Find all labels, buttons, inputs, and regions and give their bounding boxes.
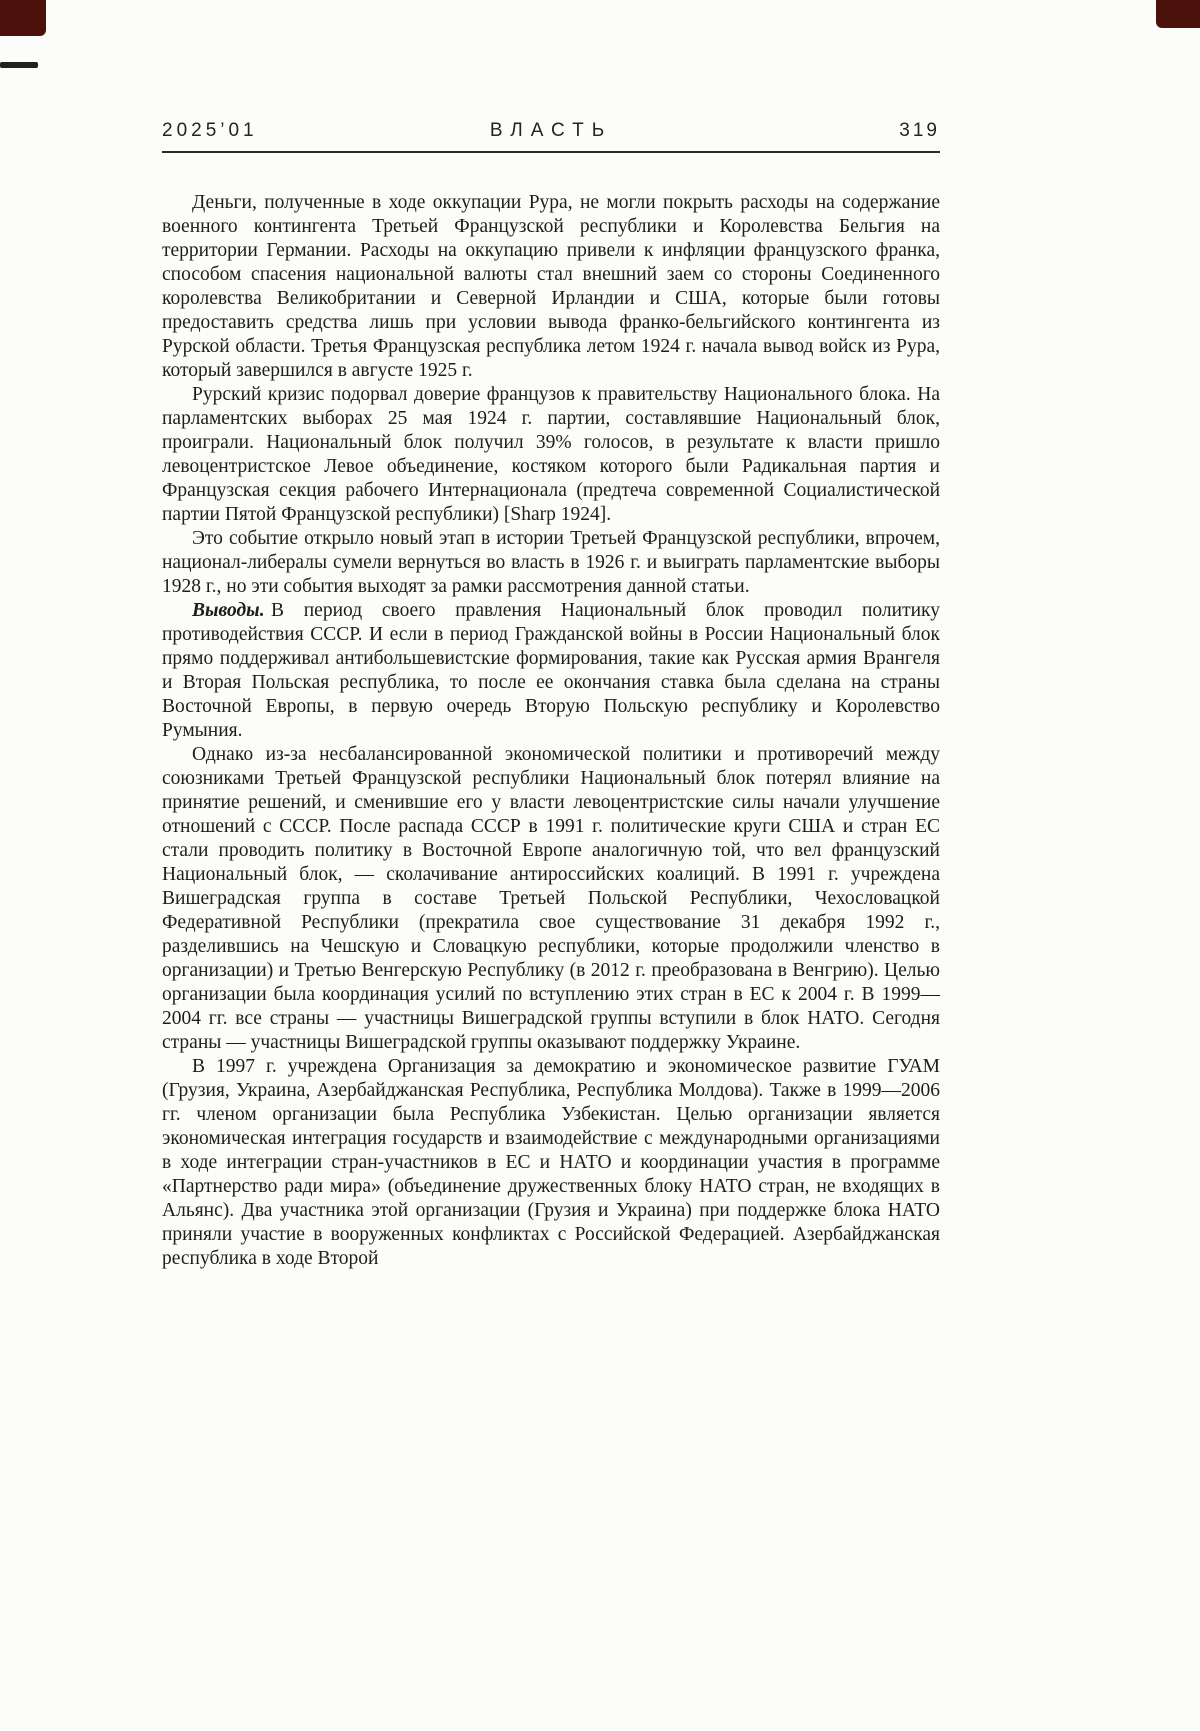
running-header: [162, 120, 940, 142]
header-rule: [162, 151, 940, 153]
journal-issue: 2025’01: [162, 120, 258, 141]
scan-mark-top-right: [1156, 0, 1200, 28]
scan-mark-top-left: [0, 0, 46, 36]
paragraph-6: [162, 1055, 940, 1271]
paragraph-text: Это событие открыло новый этап в истории Третьей Французской республики, впрочем, национал-либералы сумели вернуться во власть в 1926 г. и выиграть парламентские выборы 1928 г., но эти события выходят за рамки рассмотрения данной статьи.: [162, 528, 940, 597]
paragraph-text: Рурский кризис подорвал доверие французов к правительству Национального блока. На парламентских выборах 25 мая 1924 г. партии, составлявшие Национальный блок, проиграли. Национальный блок получил 39% голосов, в результате к власти пришло левоцентристское Левое объединение, костяком которого были Радикальная партия и Французская секция рабочего Интернационала (предтеча современной Социалистической партии Пятой Французской республики) [Sharp 1924].: [162, 384, 940, 525]
paragraph-text: В 1997 г. учреждена Организация за демократию и экономическое развитие ГУАМ (Грузия, Украина, Азербайджанская Республика, Республика Молдова). Также в 1999—2006 гг. членом организации была Республика Узбекистан. Целью организации является экономическая интеграция государств и взаимодействие с международными организациями в ходе интеграции стран-участников в ЕС и НАТО и координации участия в программе «Партнерство ради мира» (объединение дружественных блоку НАТО стран, не входящих в Альянс). Два участника этой организации (Грузия и Украина) при поддержке блока НАТО приняли участие в вооруженных конфликтах с Российской Федерацией. Азербайджанская республика в ходе Второй: [162, 1056, 940, 1269]
page-content: [162, 120, 940, 1271]
paragraph-text: В период своего правления Национальный блок проводил политику противодействия СССР. И если в период Гражданской войны в России Национальный блок прямо поддерживал антибольшевистские формирования, такие как Русская армия Врангеля и Вторая Польская республика, то после ее окончания ставка была сделана на страны Восточной Европы, в первую очередь Вторую Польскую республику и Королевство Румыния.: [162, 600, 940, 741]
journal-title: ВЛАСТЬ: [489, 120, 613, 141]
paragraph-lead: Выводы.: [192, 600, 265, 621]
page-number: 319: [899, 120, 940, 141]
paragraph-2: [162, 383, 940, 527]
paragraph-text: Деньги, полученные в ходе оккупации Рура, не могли покрыть расходы на содержание военного контингента Третьей Французской республики и Королевства Бельгия на территории Германии. Расходы на оккупацию привели к инфляции французского франка, способом спасения национальной валюты стал внешний заем со стороны Соединенного королевства Великобритании и Северной Ирландии и США, которые были готовы предоставить средства лишь при условии вывода франко-бельгийского контингента из Рурской области. Третья Французская республика летом 1924 г. начала вывод войск из Рура, который завершился в августе 1925 г.: [162, 192, 940, 381]
article-body: [162, 191, 940, 1271]
paragraph-1: [162, 191, 940, 383]
paragraph-4-conclusions: [162, 599, 940, 743]
paragraph-5: [162, 743, 940, 1055]
paragraph-3: [162, 527, 940, 599]
scan-mark-left-edge: [0, 62, 38, 68]
paragraph-text: Однако из-за несбалансированной экономической политики и противоречий между союзниками Третьей Французской республики Национальный блок потерял влияние на принятие решений, и сменившие его у власти левоцентристские силы начали улучшение отношений с СССР. После распада СССР в 1991 г. политические круги США и стран ЕС стали проводить политику в Восточной Европе аналогичную той, что вел французский Национальный блок, — сколачивание антироссийских коалиций. В 1991 г. учреждена Вишеградская группа в составе Третьей Польской Республики, Чехословацкой Федеративной Республики (прекратила свое существование 31 декабря 1992 г., разделившись на Чешскую и Словацкую республики, которые продолжили членство в организации) и Третью Венгерскую Республику (в 2012 г. преобразована в Венгрию). Целью организации была координация усилий по вступлению этих стран в ЕС к 2004 г. В 1999—2004 гг. все страны — участницы Вишеградской группы вступили в блок НАТО. Сегодня страны — участницы Вишеградской группы оказывают поддержку Украине.: [162, 744, 940, 1053]
